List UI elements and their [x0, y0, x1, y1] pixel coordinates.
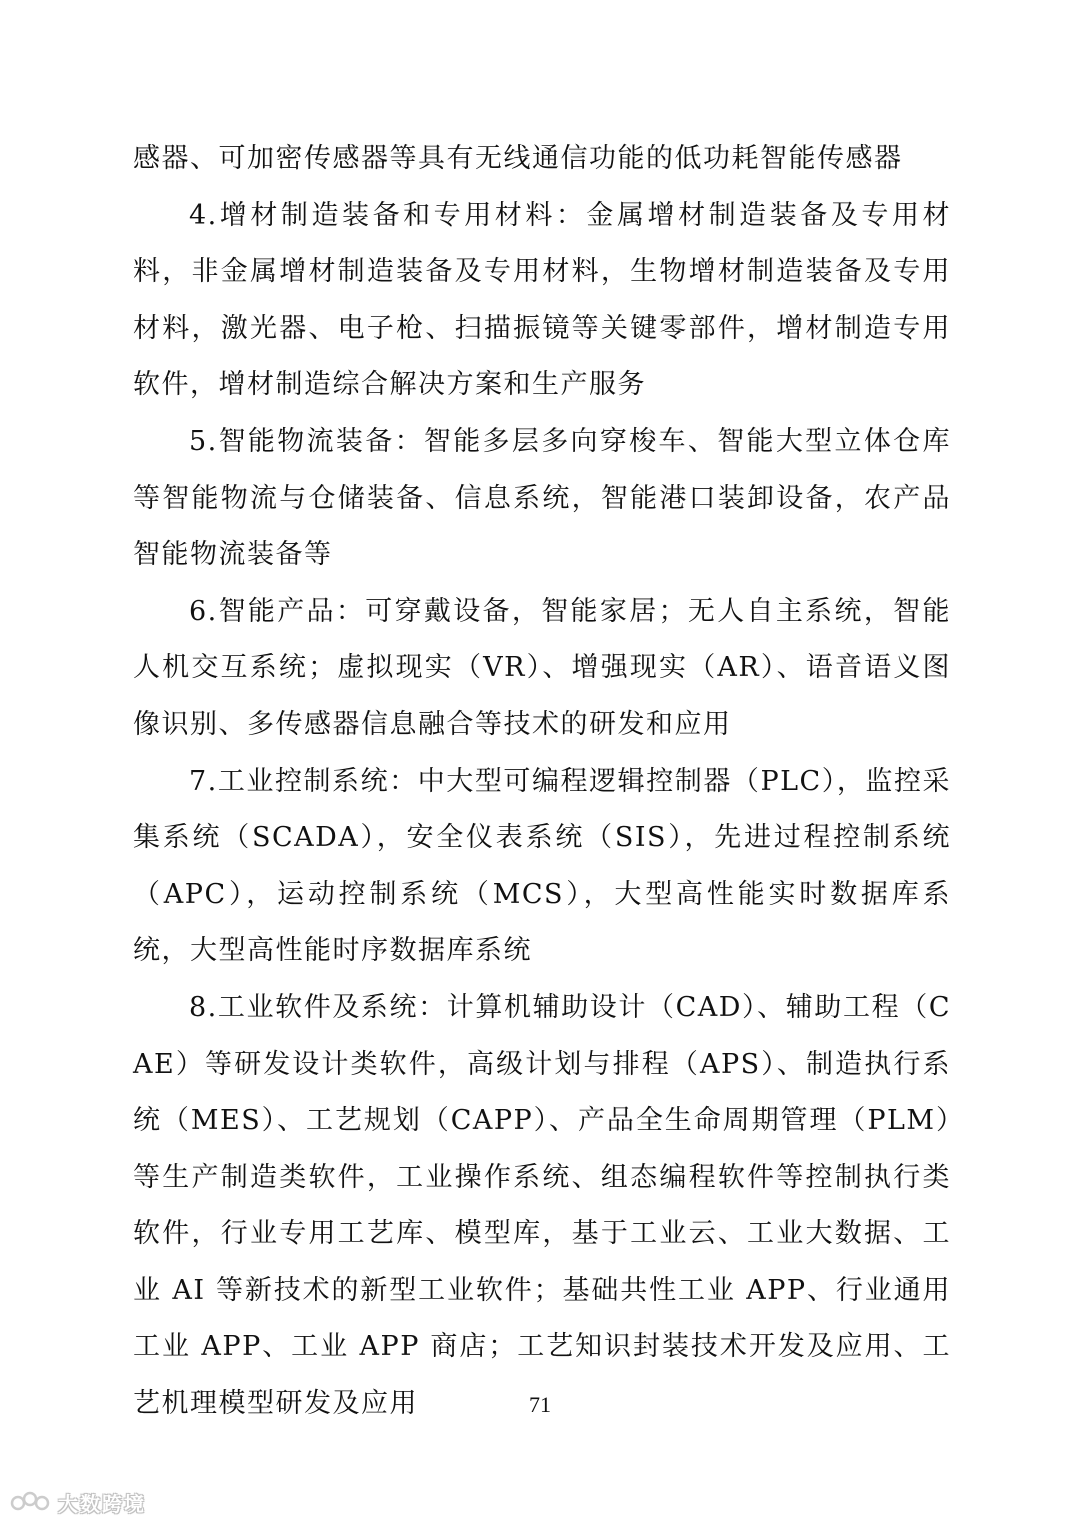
watermark — [10, 1488, 146, 1517]
paragraph-industrial-software: 8.工业软件及系统：计算机辅助设计（CAD）、辅助工程（CAE）等研发设计类软件，高级计划与排程（APS）、制造执行系统（MES）、工艺规划（CAPP）、产品全生命周期管理（PLM）等生产制造类软件，工业操作系统、组态编程软件等控制执行类软件，行业专用工艺库、模型库，基于工业云、工业大数据、工业 AI 等新技术的新型工业软件；基础共性工业 APP、行业通用工业 APP、工业 APP 商店；工艺知识封装技术开发及应用、工艺机理模型研发及应用 — [133, 991, 951, 1420]
watermark-text: 大数跨境 — [58, 1492, 146, 1516]
page-number: 71 — [529, 1392, 551, 1417]
paragraph-smart-logistics: 5.智能物流装备：智能多层多向穿梭车、智能大型立体仓库等智能物流与仓储装备、信息系统，智能港口装卸设备，农产品智能物流装备等 — [133, 425, 951, 571]
paragraph-additive-manufacturing: 4.增材制造装备和专用材料：金属增材制造装备及专用材料，非金属增材制造装备及专用材料，生物增材制造装备及专用材料，激光器、电子枪、扫描振镜等关键零部件，增材制造专用软件，增材制造综合解决方案和生产服务 — [133, 199, 951, 401]
paragraph-smart-products: 6.智能产品：可穿戴设备，智能家居；无人自主系统，智能人机交互系统；虚拟现实（VR）、增强现实（AR）、语音语义图像识别、多传感器信息融合等技术的研发和应用 — [133, 595, 951, 740]
document-body — [133, 131, 951, 1433]
paragraph-industrial-control: 7.工业控制系统：中大型可编程逻辑控制器（PLC），监控采集系统（SCADA），安全仪表系统（SIS），先进过程控制系统（APC），运动控制系统（MCS），大型高性能实时数据库系统，大型高性能时序数据库系统 — [133, 765, 951, 967]
brand-logo-icon — [10, 1489, 52, 1517]
paragraph-continuation: 感器、可加密传感器等具有无线通信功能的低功耗智能传感器 — [133, 143, 903, 174]
